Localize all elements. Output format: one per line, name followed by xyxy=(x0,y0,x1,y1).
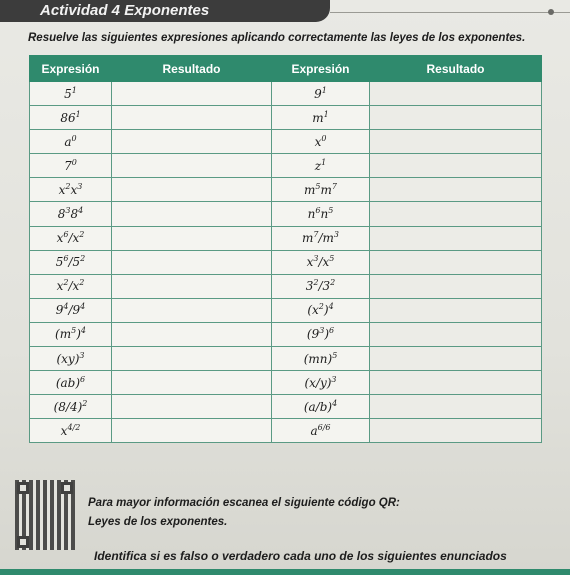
expression-exponent: 2 xyxy=(80,254,86,264)
expression-cell-right xyxy=(272,154,370,178)
result-input-right[interactable] xyxy=(370,395,542,419)
expression-exponent: 4 xyxy=(80,326,86,336)
expression-exponent: 3 xyxy=(319,326,325,336)
expression-cell-left xyxy=(30,178,112,202)
expression-exponent: 6 xyxy=(63,254,69,264)
expression-exponent: 1 xyxy=(71,85,77,95)
header-result-right: Resultado xyxy=(370,56,542,82)
result-input-right[interactable] xyxy=(370,178,542,202)
expression-base: /m xyxy=(318,231,334,246)
expression-cell-left xyxy=(30,130,112,154)
expression-exponent: 1 xyxy=(321,85,327,95)
result-input-left[interactable] xyxy=(112,202,272,226)
table-row xyxy=(30,226,542,250)
expression-base: m xyxy=(304,182,316,197)
expression-exponent: 4 xyxy=(63,302,69,312)
expression-cell-left xyxy=(30,154,112,178)
expression-base: ) xyxy=(324,327,329,342)
expression-exponent: 3 xyxy=(77,181,83,191)
expression-cell-left xyxy=(30,419,112,443)
expression-base: 9 xyxy=(55,303,64,318)
expression-base: 8 xyxy=(57,207,66,222)
expression-cell-right xyxy=(272,82,370,106)
activity-title: Actividad 4 Exponentes xyxy=(40,2,210,19)
result-input-right[interactable] xyxy=(370,82,542,106)
expression-cell-left xyxy=(30,274,112,298)
expression-base: x xyxy=(306,255,314,270)
expression-base: (8/4) xyxy=(53,399,83,414)
expression-cell-right xyxy=(272,395,370,419)
expression-cell-left xyxy=(30,250,112,274)
expression-base: x xyxy=(56,279,64,294)
expression-base: m xyxy=(312,110,324,125)
expression-base: (x/y) xyxy=(304,375,332,390)
expression-exponent: 4 xyxy=(328,302,334,312)
expression-cell-left xyxy=(30,82,112,106)
result-input-right[interactable] xyxy=(370,347,542,371)
expression-base: (ab) xyxy=(55,375,81,390)
table-row xyxy=(30,419,542,443)
result-input-left[interactable] xyxy=(112,395,272,419)
expression-exponent: 6 xyxy=(63,230,69,240)
expression-base: (x xyxy=(307,303,319,318)
expression-base: z xyxy=(314,158,322,173)
qr-finder-pattern xyxy=(17,482,29,494)
table-row xyxy=(30,82,542,106)
expression-exponent: 6 xyxy=(80,374,86,384)
result-input-left[interactable] xyxy=(112,250,272,274)
expression-exponent: 6 xyxy=(329,326,335,336)
expression-cell-right xyxy=(272,202,370,226)
expression-base: ) xyxy=(76,327,81,342)
expression-base: /x xyxy=(318,255,330,270)
table-row xyxy=(30,178,542,202)
result-input-left[interactable] xyxy=(112,419,272,443)
result-input-left[interactable] xyxy=(112,298,272,322)
expression-base: 7 xyxy=(64,158,72,173)
expression-exponent: 5 xyxy=(332,350,338,360)
expression-cell-right xyxy=(272,371,370,395)
expression-cell-left xyxy=(30,395,112,419)
expression-base: a xyxy=(64,134,72,149)
expression-exponent: 4 xyxy=(78,206,84,216)
expression-exponent: 1 xyxy=(75,109,81,119)
result-input-right[interactable] xyxy=(370,154,542,178)
expression-base: m xyxy=(302,231,314,246)
expression-base: x xyxy=(58,182,66,197)
expression-base: n xyxy=(307,207,316,222)
header-expression-right: Expresión xyxy=(272,56,370,82)
expression-cell-right xyxy=(272,419,370,443)
header-expression-left: Expresión xyxy=(30,56,112,82)
qr-subtitle: Leyes de los exponentes. xyxy=(88,516,228,528)
result-input-right[interactable] xyxy=(370,250,542,274)
expression-cell-right xyxy=(272,130,370,154)
expression-exponent: 5 xyxy=(315,181,321,191)
table-row xyxy=(30,250,542,274)
expression-base: (9 xyxy=(306,327,320,342)
expression-cell-right xyxy=(272,322,370,346)
instructions-text: Resuelve las siguientes expresiones aplicando correctamente las leyes de los exponentes. xyxy=(28,32,526,44)
expression-exponent: 4 xyxy=(332,398,338,408)
table-row xyxy=(30,371,542,395)
expression-exponent: 1 xyxy=(323,109,329,119)
expression-base: /9 xyxy=(68,303,81,318)
expression-cell-right xyxy=(272,226,370,250)
result-input-right[interactable] xyxy=(370,371,542,395)
expression-base: n xyxy=(320,207,329,222)
expression-exponent: 5 xyxy=(329,254,335,264)
expression-cell-right xyxy=(272,178,370,202)
expression-exponent: 3 xyxy=(313,254,319,264)
expression-cell-left xyxy=(30,371,112,395)
table-row xyxy=(30,395,542,419)
table-row xyxy=(30,347,542,371)
expression-exponent: 2 xyxy=(65,181,71,191)
expression-base: /3 xyxy=(318,279,331,294)
table-row xyxy=(30,274,542,298)
expression-exponent: 2 xyxy=(79,230,85,240)
expression-exponent: 2 xyxy=(330,278,336,288)
expression-exponent: 1 xyxy=(321,157,327,167)
expression-exponent: 2 xyxy=(313,278,319,288)
exponents-table xyxy=(29,55,542,443)
expression-base: /x xyxy=(68,231,80,246)
expression-exponent: 4/2 xyxy=(67,422,81,432)
result-input-left[interactable] xyxy=(112,130,272,154)
expression-exponent: 3 xyxy=(331,374,337,384)
result-input-left[interactable] xyxy=(112,154,272,178)
expression-base: a xyxy=(310,423,318,438)
expression-base: x xyxy=(70,182,78,197)
expression-cell-left xyxy=(30,298,112,322)
expression-cell-left xyxy=(30,202,112,226)
expression-exponent: 3 xyxy=(333,230,339,240)
expression-cell-right xyxy=(272,274,370,298)
title-divider xyxy=(330,12,570,13)
expression-exponent: 7 xyxy=(313,230,319,240)
expression-base: (m xyxy=(55,327,72,342)
expression-exponent: 7 xyxy=(331,181,337,191)
result-input-right[interactable] xyxy=(370,419,542,443)
expression-cell-right xyxy=(272,347,370,371)
table-row xyxy=(30,202,542,226)
expression-cell-left xyxy=(30,347,112,371)
result-input-right[interactable] xyxy=(370,202,542,226)
expression-exponent: 5 xyxy=(328,206,334,216)
expression-cell-right xyxy=(272,106,370,130)
table-row xyxy=(30,106,542,130)
expression-base: (mn) xyxy=(303,351,333,366)
result-input-left[interactable] xyxy=(112,226,272,250)
expression-base: /5 xyxy=(68,255,81,270)
expression-exponent: 6 xyxy=(315,206,321,216)
table-row xyxy=(30,298,542,322)
expression-base: m xyxy=(320,182,332,197)
table-header-row xyxy=(30,56,542,82)
expression-exponent: 2 xyxy=(318,302,324,312)
result-input-right[interactable] xyxy=(370,298,542,322)
result-input-right[interactable] xyxy=(370,130,542,154)
expression-base: x xyxy=(60,423,68,438)
result-input-left[interactable] xyxy=(112,82,272,106)
expression-base: (a/b) xyxy=(303,399,333,414)
result-input-left[interactable] xyxy=(112,322,272,346)
table-row xyxy=(30,322,542,346)
header-result-left: Resultado xyxy=(112,56,272,82)
expression-cell-left xyxy=(30,322,112,346)
qr-finder-pattern xyxy=(61,482,73,494)
expression-base: 5 xyxy=(55,255,64,270)
result-input-right[interactable] xyxy=(370,322,542,346)
expression-base: 5 xyxy=(64,86,72,101)
expression-base: x xyxy=(56,231,64,246)
expression-cell-right xyxy=(272,298,370,322)
result-input-left[interactable] xyxy=(112,371,272,395)
expression-exponent: 5 xyxy=(71,326,77,336)
next-instruction: Identifica si es falso o verdadero cada uno de los siguientes enunciados xyxy=(94,549,507,563)
table-row xyxy=(30,154,542,178)
expression-exponent: 2 xyxy=(63,278,69,288)
expression-exponent: 6/6 xyxy=(317,422,331,432)
expression-base: 86 xyxy=(60,110,76,125)
expression-cell-left xyxy=(30,226,112,250)
expression-base: /x xyxy=(68,279,80,294)
expression-exponent: 4 xyxy=(80,302,86,312)
result-input-left[interactable] xyxy=(112,347,272,371)
title-divider-dot xyxy=(548,9,554,15)
qr-finder-pattern xyxy=(17,536,29,548)
expression-base: x xyxy=(314,134,322,149)
expression-exponent: 0 xyxy=(71,133,77,143)
bottom-accent-bar xyxy=(0,569,570,575)
result-input-left[interactable] xyxy=(112,178,272,202)
expression-cell-left xyxy=(30,106,112,130)
result-input-right[interactable] xyxy=(370,226,542,250)
expression-cell-right xyxy=(272,250,370,274)
expression-exponent: 0 xyxy=(321,133,327,143)
result-input-left[interactable] xyxy=(112,106,272,130)
qr-note: Para mayor información escanea el siguiente código QR: xyxy=(88,497,400,509)
expression-exponent: 3 xyxy=(65,206,71,216)
expression-base: 9 xyxy=(314,86,322,101)
expression-exponent: 2 xyxy=(82,398,88,408)
table-row xyxy=(30,130,542,154)
expression-base: 8 xyxy=(70,207,79,222)
expression-base: (xy) xyxy=(56,351,80,366)
table-body xyxy=(30,82,542,443)
expression-exponent: 3 xyxy=(79,350,85,360)
result-input-left[interactable] xyxy=(112,274,272,298)
expression-exponent: 2 xyxy=(79,278,85,288)
qr-code[interactable] xyxy=(15,480,75,550)
expression-base: 3 xyxy=(305,279,314,294)
expression-exponent: 0 xyxy=(71,157,77,167)
activity-title-banner xyxy=(0,0,330,22)
result-input-right[interactable] xyxy=(370,274,542,298)
expression-base: ) xyxy=(323,303,329,318)
result-input-right[interactable] xyxy=(370,106,542,130)
